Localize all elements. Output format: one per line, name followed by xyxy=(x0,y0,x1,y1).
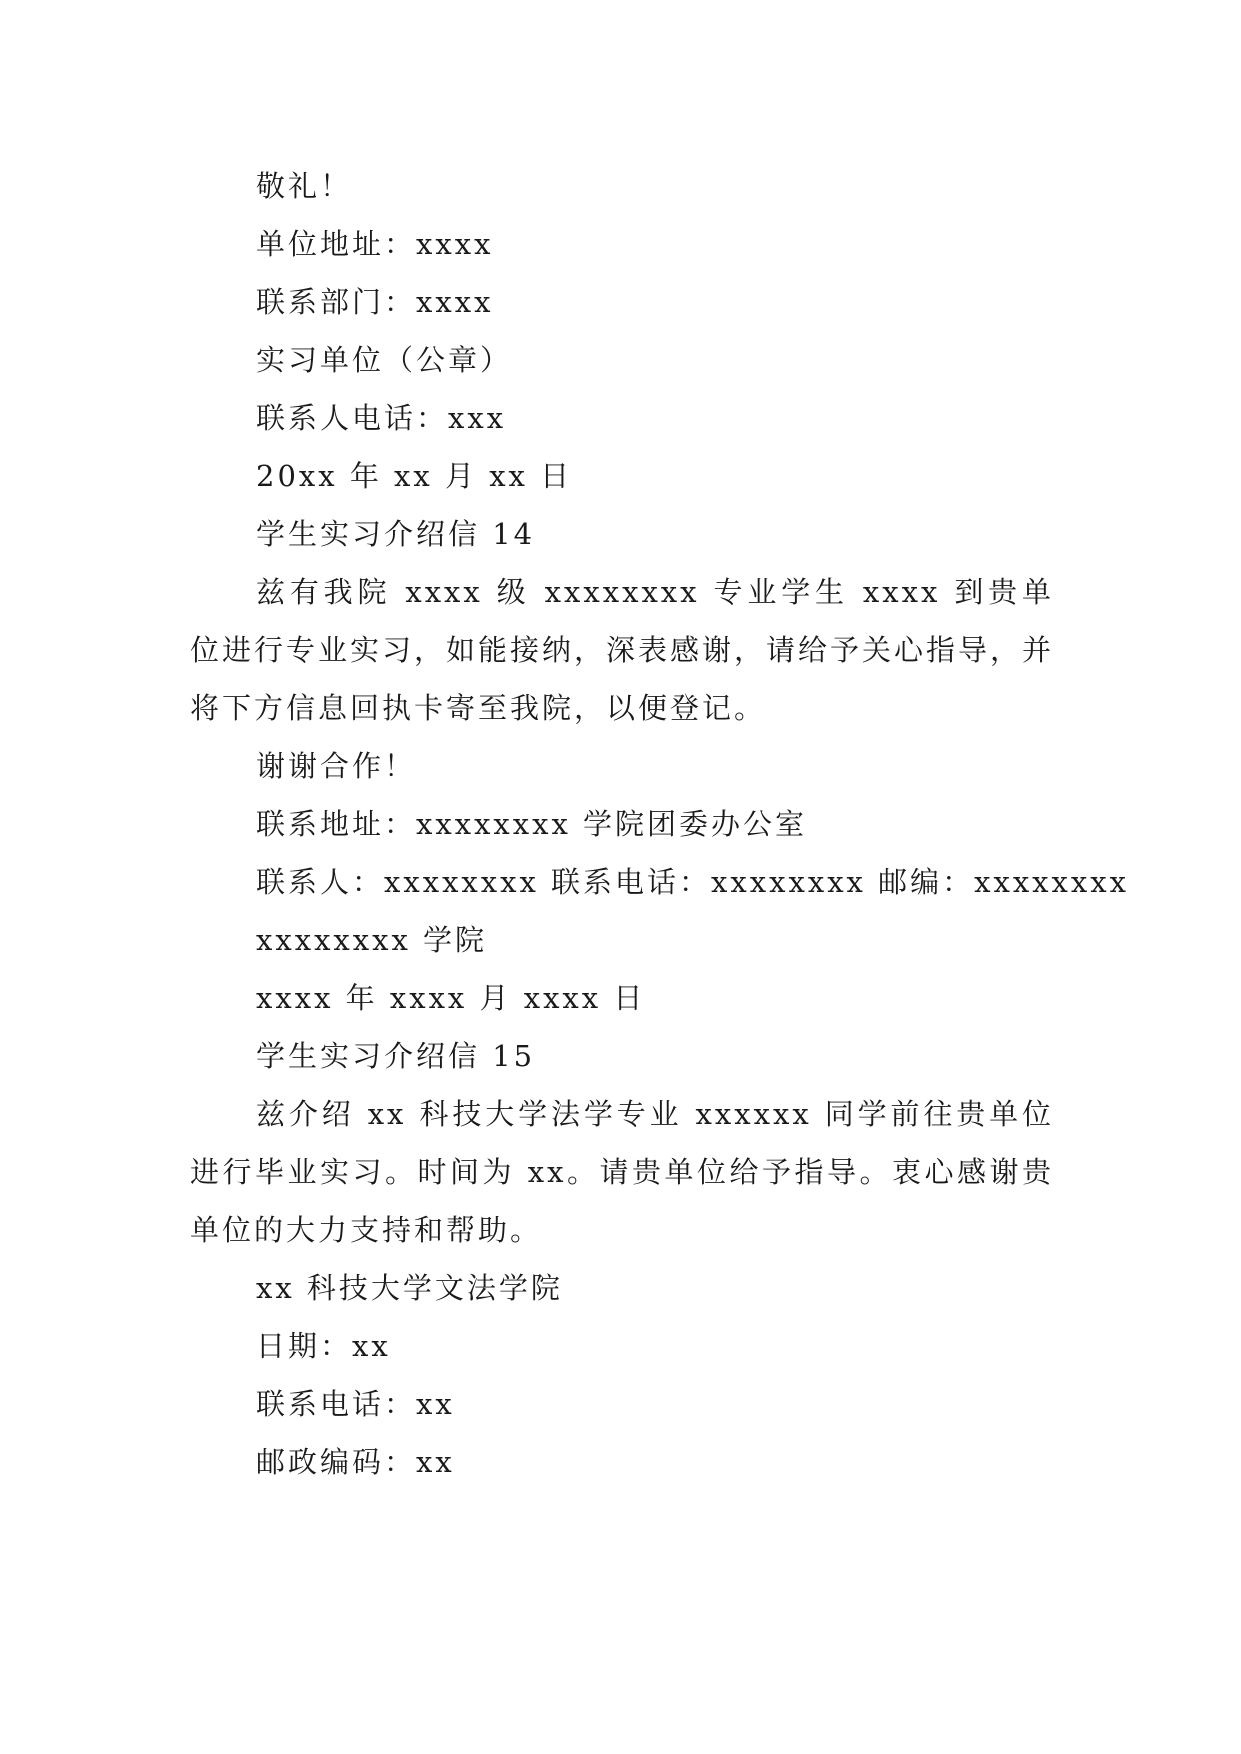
letter-14-contact-address: 联系地址：xxxxxxxx 学院团委办公室 xyxy=(256,807,808,841)
letter-15-phone: 联系电话：xx xyxy=(256,1387,455,1421)
letter-14-body: 兹有我院 xxxx 级 xxxxxxxx 专业学生 xxxx 到贵单位进行专业实习，如能接纳，深表感谢，请给予关心指导，并将下方信息回执卡寄至我院，以便登记。 xyxy=(190,575,1055,725)
closing-salutation: 敬礼！ xyxy=(256,169,353,203)
document-content xyxy=(190,157,1129,1491)
letter-14-school: xxxxxxxx 学院 xyxy=(256,923,488,957)
letter-14-thanks: 谢谢合作！ xyxy=(256,749,417,783)
letter-15-school: xx 科技大学文法学院 xyxy=(256,1271,563,1305)
letter-15-body: 兹介绍 xx 科技大学法学专业 xxxxxx 同学前往贵单位进行毕业实习。时间为 xx。请贵单位给予指导。衷心感谢贵单位的大力支持和帮助。 xyxy=(190,1097,1054,1247)
contact-department: 联系部门：xxxx xyxy=(256,285,494,319)
contact-phone: 联系人电话：xxx xyxy=(256,401,507,435)
letter-15-date: 日期：xx xyxy=(256,1329,391,1363)
unit-address: 单位地址：xxxx xyxy=(256,227,494,261)
letter-date: 20xx 年 xx 月 xx 日 xyxy=(256,459,573,493)
letter-14-contact-line: 联系人：xxxxxxxx 联系电话：xxxxxxxx 邮编：xxxxxxxx xyxy=(256,865,1129,899)
letter-14-title: 学生实习介绍信 14 xyxy=(256,517,536,551)
unit-seal: 实习单位（公章） xyxy=(256,343,513,377)
letter-15-title: 学生实习介绍信 15 xyxy=(256,1039,536,1073)
letter-14-date: xxxx 年 xxxx 月 xxxx 日 xyxy=(256,981,646,1015)
letter-15-postcode: 邮政编码：xx xyxy=(256,1445,455,1479)
